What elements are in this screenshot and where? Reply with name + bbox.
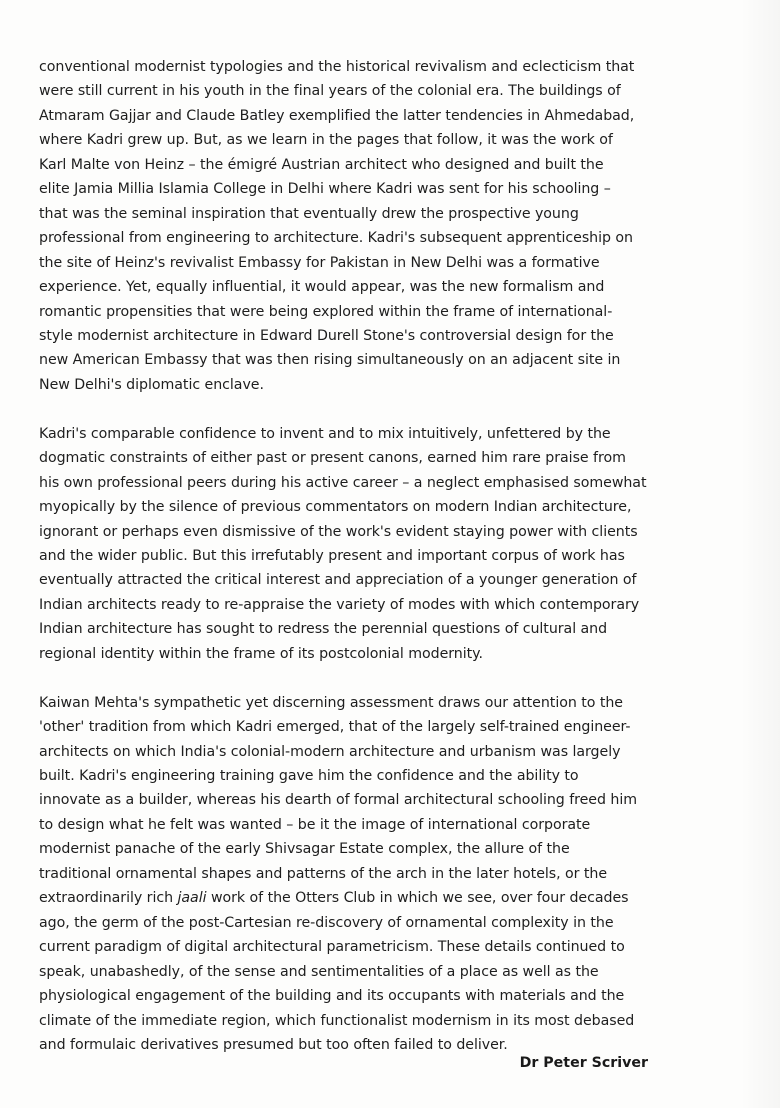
italic-term: jaali bbox=[177, 890, 207, 907]
text-line: and the wider public. But this irrefutably present and important corpus of work has bbox=[39, 548, 625, 564]
text-line: Karl Malte von Heinz – the émigré Austrian architect who designed and built the bbox=[39, 156, 604, 173]
text-line: 'other' tradition from which Kadri emerged, that of the largely self-trained engineer- bbox=[39, 719, 631, 736]
text-line: speak, unabashedly, of the sense and sentimentalities of a place as well as the bbox=[39, 963, 599, 980]
text-line: modernist panache of the early Shivsagar Estate complex, the allure of the bbox=[39, 841, 570, 858]
text-line: New Delhi's diplomatic enclave. bbox=[39, 376, 264, 393]
text-line: eventually attracted the critical interest and appreciation of a younger generation of bbox=[39, 572, 637, 589]
text-line: and formulaic derivatives presumed but too often failed to deliver. bbox=[39, 1037, 508, 1053]
paragraph-2 bbox=[39, 422, 649, 667]
text-line: innovate as a builder, whereas his dearth of formal architectural schooling freed him bbox=[39, 792, 638, 809]
text-line: style modernist architecture in Edward Durell Stone's controversial design for the bbox=[39, 327, 614, 344]
page-edge-shadow bbox=[740, 0, 780, 1108]
text-line: his own professional peers during his active career – a neglect emphasised somewhat bbox=[39, 474, 647, 491]
text-line: ago, the germ of the post-Cartesian re-discovery of ornamental complexity in the bbox=[39, 914, 614, 931]
text-line: traditional ornamental shapes and patterns of the arch in the later hotels, or the bbox=[39, 865, 608, 882]
text-line: Indian architecture has sought to redress the perennial questions of cultural and bbox=[39, 621, 608, 638]
text-line: conventional modernist typologies and the historical revivalism and eclecticism that bbox=[39, 59, 635, 75]
text-line: to design what he felt was wanted – be it the image of international corporate bbox=[39, 816, 591, 833]
author-signature: Dr Peter Scriver bbox=[519, 1055, 648, 1071]
text-line: new American Embassy that was then rising simultaneously on an adjacent site in bbox=[39, 352, 621, 369]
text-line: professional from engineering to architecture. Kadri's subsequent apprenticeship on bbox=[39, 230, 633, 247]
paragraph-3 bbox=[39, 691, 649, 1058]
text-line: built. Kadri's engineering training gave him the confidence and the ability to bbox=[39, 768, 579, 785]
text-line: that was the seminal inspiration that eventually drew the prospective young bbox=[39, 205, 579, 222]
text-fragment: work of the Otters Club in which we see, over four decades bbox=[206, 890, 629, 907]
text-line: dogmatic constraints of either past or present canons, earned him rare praise from bbox=[39, 450, 626, 467]
text-line-with-italic bbox=[39, 886, 649, 910]
text-line: regional identity within the frame of its postcolonial modernity. bbox=[39, 645, 483, 662]
text-line: experience. Yet, equally influential, it would appear, was the new formalism and bbox=[39, 279, 605, 296]
text-line: where Kadri grew up. But, as we learn in the pages that follow, it was the work of bbox=[39, 132, 613, 149]
text-line: romantic propensities that were being explored within the frame of international- bbox=[39, 303, 613, 320]
paragraph-1 bbox=[39, 55, 649, 397]
text-line: architects on which India's colonial-modern architecture and urbanism was largely bbox=[39, 743, 621, 760]
text-line: were still current in his youth in the final years of the colonial era. The buildings of bbox=[39, 83, 621, 100]
text-line: the site of Heinz's revivalist Embassy for Pakistan in New Delhi was a formative bbox=[39, 254, 600, 271]
text-line: physiological engagement of the building and its occupants with materials and the bbox=[39, 988, 625, 1005]
text-line: myopically by the silence of previous commentators on modern Indian architecture, bbox=[39, 499, 632, 516]
text-line: Kadri's comparable confidence to invent and to mix intuitively, unfettered by the bbox=[39, 425, 611, 442]
text-line: climate of the immediate region, which functionalist modernism in its most debased bbox=[39, 1012, 635, 1029]
text-line: Atmaram Gajjar and Claude Batley exemplified the latter tendencies in Ahmedabad, bbox=[39, 107, 635, 124]
text-line: ignorant or perhaps even dismissive of the work's evident staying power with clients bbox=[39, 523, 638, 540]
text-line: current paradigm of digital architectural parametricism. These details continued to bbox=[39, 939, 625, 956]
text-fragment: extraordinarily rich bbox=[39, 890, 178, 907]
text-line: Kaiwan Mehta's sympathetic yet discerning assessment draws our attention to the bbox=[39, 694, 623, 711]
text-line: Indian architects ready to re-appraise the variety of modes with which contemporary bbox=[39, 596, 640, 613]
text-line: elite Jamia Millia Islamia College in Delhi where Kadri was sent for his schooling – bbox=[39, 181, 611, 198]
body-text bbox=[39, 55, 649, 1082]
